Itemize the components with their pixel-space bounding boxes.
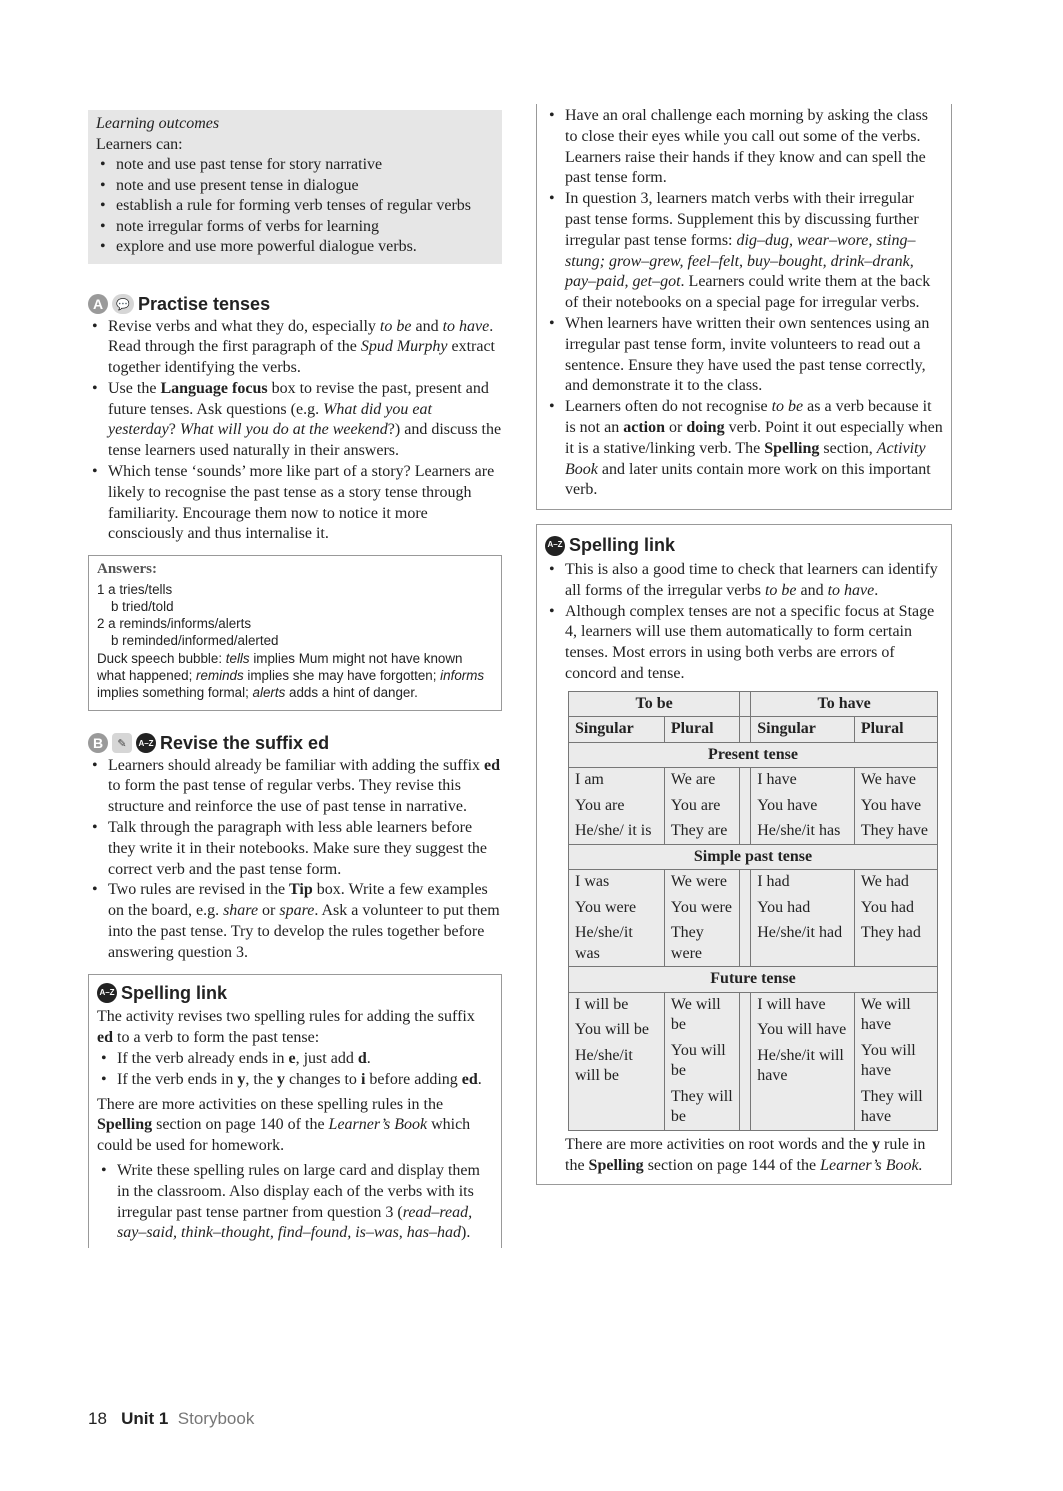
list-item: • explore and use more powerful dialogue verbs. (96, 237, 494, 258)
spelling-rules-list (97, 1049, 493, 1091)
table-cell: I will be You will be He/she/it will be (569, 992, 665, 1130)
answers-title: Answers: (97, 561, 157, 578)
table-row (569, 768, 938, 845)
speech-bubble-icon: 💬 (112, 294, 134, 314)
spelling-link-title: Spelling link (121, 982, 228, 1003)
spelling-link-list (545, 560, 943, 685)
list-item: • If the verb ends in y, the y changes to i before adding ed. (97, 1070, 493, 1091)
table-header-cell: Singular (751, 717, 855, 743)
spelling-more-text: There are more activities on root words and the y rule in the Spelling section on page 144 of the Learner’s Book. (565, 1135, 926, 1174)
spelling-link-box-right (536, 524, 952, 1185)
continued-bullets-box (536, 104, 952, 510)
list-item: • Learners often do not recognise to be as a verb because it is not an action or doing verb. Point it out especially when it is a stative/linking verb. The Spelling section, Activity Book and later units contain more work on this important verb. (545, 397, 943, 501)
table-cell: I had You had He/she/it had (751, 870, 855, 967)
list-item: • Revise verbs and what they do, especially to be and to have. Read through the first paragraph of the Spud Murphy extract together identifying the verbs. (88, 317, 502, 379)
table-row (569, 967, 938, 993)
list-item: • Use the Language focus box to revise the past, present and future tenses. Ask questions (e.g. What did you eat yesterday? What will you do at the weekend?) and discuss the tense learners used naturally in their answers. (88, 379, 502, 462)
notebook-icon: ✎ (112, 733, 132, 753)
table-cell: We will be You will be They will be (664, 992, 739, 1130)
learning-outcomes-intro: Learners can: (96, 135, 183, 153)
list-item: • Talk through the paragraph with less able learners before they write it in their notebooks. Make sure they suggest the correct verb and the past tense form. (88, 818, 502, 880)
spelling-link-title: Spelling link (569, 535, 676, 556)
table-cell: We have You have They have (854, 768, 937, 845)
continued-list (545, 106, 943, 501)
table-cell: I was You were He/she/it was (569, 870, 665, 967)
past-tense-label: Simple past tense (569, 844, 938, 870)
section-a-list (88, 317, 502, 546)
spelling-az-icon: A–Z (545, 536, 565, 556)
list-item: • If the verb already ends in e, just add d. (97, 1049, 493, 1070)
section-b-list (88, 756, 502, 964)
spelling-more-text: There are more activities on these spelling rules in the Spelling section on page 140 of the Learner’s Book which could be used for homework. (97, 1095, 471, 1155)
right-column (536, 104, 952, 1185)
table-row (569, 844, 938, 870)
spelling-link-heading (97, 983, 493, 1004)
section-b-heading (88, 733, 502, 754)
list-item: • establish a rule for forming verb tenses of regular verbs (96, 196, 494, 217)
answer-line: 2 a reminds/informs/alerts (97, 616, 252, 632)
table-row (569, 992, 938, 1130)
answer-line: b tried/told (111, 598, 174, 614)
table-header-cell: Singular (569, 717, 665, 743)
page-footer (88, 1409, 254, 1429)
table-header-cell: Plural (664, 717, 739, 743)
list-item: • This is also a good time to check that learners can identify all forms of the irregular verbs to be and to have. (545, 560, 943, 602)
section-b-badge-icon: B (88, 733, 108, 753)
table-cell: We were You were They were (664, 870, 739, 967)
list-item: • Write these spelling rules on large card and display them in the classroom. Also display each of the verbs with its irregular past tense partner from question 3 (read–read, say–said, think–thought, find–found, is–was, has–had). (97, 1161, 493, 1244)
section-a-badge-icon: A (88, 294, 108, 314)
list-item: • Two rules are revised in the Tip box. Write a few examples on the board, e.g. share or spare. Ask a volunteer to put them into the past tense. Try to develop the rules together before answering question 3. (88, 880, 502, 963)
list-item: • Have an oral challenge each morning by asking the class to close their eyes while you call out some of the verbs. Learners raise their hands if they know and can spell the past tense form. (545, 106, 943, 189)
spelling-link-heading (545, 535, 943, 556)
section-b-title: Revise the suffix ed (160, 732, 330, 753)
section-a-title: Practise tenses (138, 293, 271, 314)
present-tense-label: Present tense (569, 742, 938, 768)
learning-outcomes-title: Learning outcomes (96, 115, 220, 132)
learning-outcomes-list (96, 155, 494, 258)
table-cell: We had You had They had (854, 870, 937, 967)
list-item: • Which tense ‘sounds’ more like part of a story? Learners are likely to recognise the past tense as a story tense through familiarity. Encourage them now to notice it more consciously and thus internalise it. (88, 462, 502, 545)
verb-tense-table (568, 691, 938, 1131)
list-item: • Although complex tenses are not a specific focus at Stage 4, learners will use them automatically to form certain tenses. Most errors in using both verbs are errors of concord and tense. (545, 602, 943, 685)
table-row (569, 870, 938, 967)
answer-line: 1 a tries/tells (97, 581, 173, 597)
table-cell: I am You are He/she/ it is (569, 768, 665, 845)
answer-duck-note: Duck speech bubble: tells implies Mum might not have known what happened; reminds implies she may have forgotten; informs implies something formal; alerts adds a hint of danger. (97, 650, 485, 701)
spelling-intro: The activity revises two spelling rules for adding the suffix ed to a verb to form the past tense: (97, 1008, 475, 1047)
spelling-az-icon: A–Z (97, 983, 117, 1003)
spelling-az-icon: A–Z (136, 733, 156, 753)
table-cell: I have You have He/she/it has (751, 768, 855, 845)
list-item: • note and use past tense for story narrative (96, 155, 494, 176)
table-header-to-be: To be (569, 691, 740, 717)
list-item: • In question 3, learners match verbs with their irregular past tense forms. Supplement this by discussing further irregular past tense forms: dig–dug, wear–wore, sting–stung; grow–grew, feel–felt, buy–bought, drink–drank, pay–paid, get–got. Learners could write them at the back of their notebooks on a special page for irregular verbs. (545, 189, 943, 314)
table-cell: I will have You will have He/she/it will have (751, 992, 855, 1130)
table-header-to-have: To have (751, 691, 938, 717)
table-cell: We will have You will have They will have (854, 992, 937, 1130)
future-tense-label: Future tense (569, 967, 938, 993)
table-header-cell: Plural (854, 717, 937, 743)
answers-box (88, 555, 502, 710)
list-item: • When learners have written their own sentences using an irregular past tense form, invite volunteers to read out a sentence. Ensure they have used the past tense correctly, and demonstrate it to the class. (545, 314, 943, 397)
list-item: • note and use present tense in dialogue (96, 176, 494, 197)
list-item: • note irregular forms of verbs for learning (96, 217, 494, 238)
learning-outcomes-box (88, 110, 502, 264)
page-number: 18 (88, 1409, 107, 1428)
left-column (88, 110, 502, 1248)
unit-section-name: Storybook (177, 1409, 255, 1428)
table-row (569, 717, 938, 743)
spelling-display-list (97, 1161, 493, 1244)
spelling-link-box-left (88, 974, 502, 1249)
unit-label: Unit 1 (121, 1409, 169, 1428)
answer-line: b reminded/informed/alerted (111, 633, 279, 649)
table-row (569, 742, 938, 768)
section-a-heading (88, 294, 502, 315)
table-row (569, 691, 938, 717)
table-cell: We are You are They are (664, 768, 739, 845)
list-item: • Learners should already be familiar with adding the suffix ed to form the past tense of regular verbs. They revise this structure and reinforce the use of past tense in narrative. (88, 756, 502, 818)
